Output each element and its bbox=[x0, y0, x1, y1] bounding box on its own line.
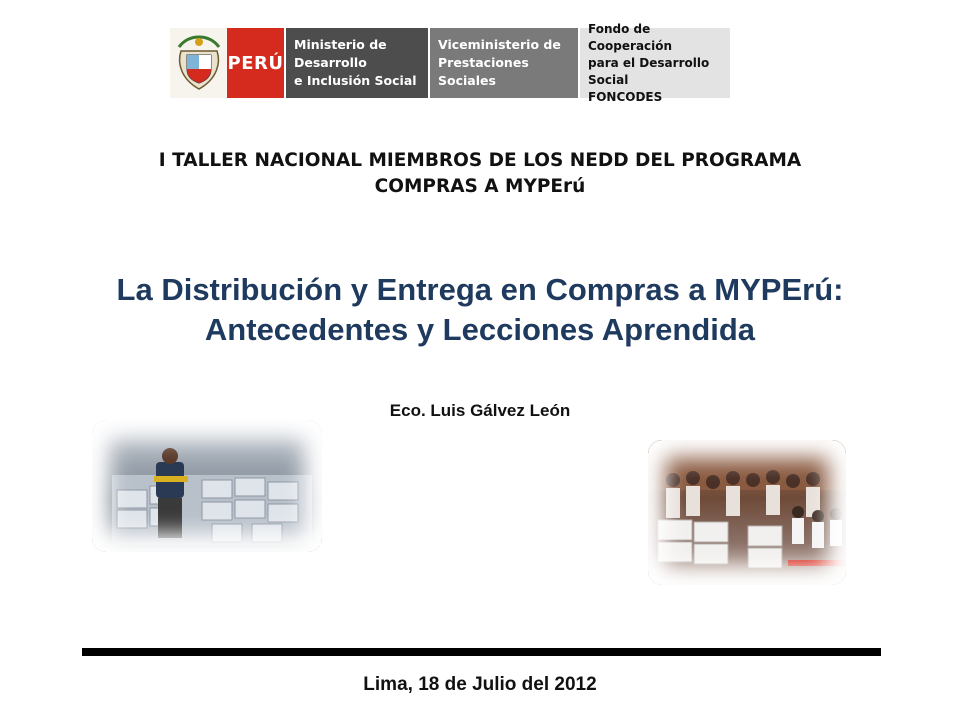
vice-line-2: Prestaciones Sociales bbox=[438, 55, 529, 88]
peru-coat-of-arms-icon bbox=[170, 28, 227, 98]
event-title bbox=[0, 148, 960, 200]
foncodes-label bbox=[580, 21, 730, 104]
author-name: Eco. Luis Gálvez León bbox=[389, 401, 571, 420]
fund-line-3: FONCODES bbox=[588, 89, 663, 104]
government-logo-bar bbox=[170, 21, 732, 104]
warehouse-photo bbox=[92, 420, 322, 552]
ministry-line-2: e Inclusión Social bbox=[294, 73, 417, 88]
ministry-line-1: Ministerio de Desarrollo bbox=[294, 37, 387, 70]
fund-line-2: para el Desarrollo Social bbox=[588, 55, 710, 87]
vice-line-1: Viceministerio de bbox=[438, 37, 561, 52]
footer-divider bbox=[82, 648, 881, 656]
children-photo bbox=[648, 440, 846, 585]
ministry-label bbox=[286, 28, 428, 98]
event-title-line-1: I TALLER NACIONAL MIEMBROS DE LOS NEDD DEL PROGRAMA bbox=[158, 150, 802, 171]
presentation-title-line-1: La Distribución y Entrega en Compras a MYPErú: bbox=[116, 272, 844, 307]
presentation-title bbox=[0, 270, 960, 350]
presentation-date: Lima, 18 de Julio del 2012 bbox=[363, 674, 597, 695]
presentation-title-line-2: Antecedentes y Lecciones Aprendida bbox=[204, 312, 756, 347]
vice-ministry-label bbox=[430, 28, 578, 98]
fund-line-1: Fondo de Cooperación bbox=[588, 21, 673, 53]
event-title-line-2: COMPRAS A MYPErú bbox=[374, 176, 586, 197]
peru-label: PERÚ bbox=[227, 28, 284, 98]
